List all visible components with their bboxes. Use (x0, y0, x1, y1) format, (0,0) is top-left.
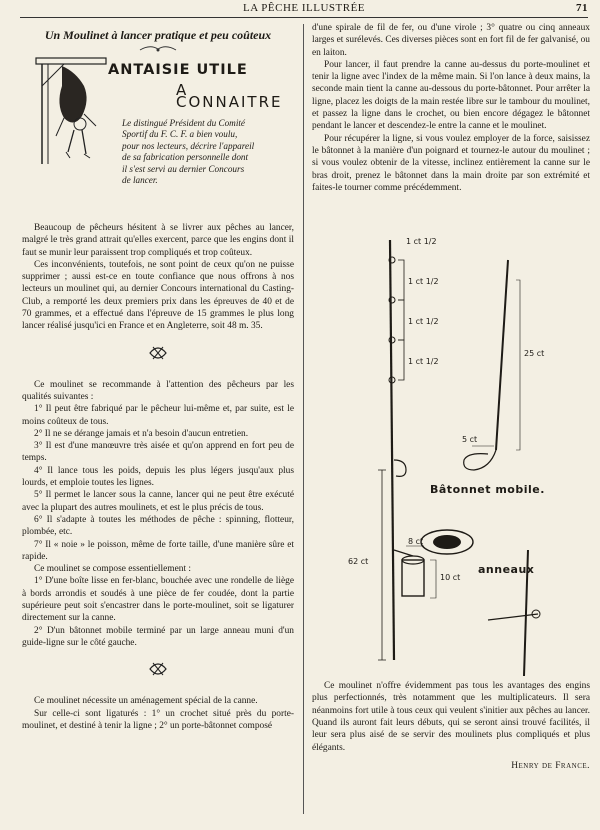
left-column (22, 22, 294, 732)
list-item: 6° Il s'adapte à toutes les méthodes de pêche : spinning, flotteur, plombée, etc. (22, 514, 294, 538)
running-head (20, 2, 588, 16)
hanging-angler-illustration-icon (34, 56, 108, 166)
list-item: 2° Il ne se dérange jamais et n'a besoin d'aucun entretien. (34, 428, 249, 439)
dimension-label: 1 ct 1/2 (406, 237, 437, 247)
batonnet-label: Bâtonnet mobile. (430, 483, 545, 497)
page-number: 71 (576, 2, 588, 14)
intro-line: Le distingué Président du Comité (122, 118, 245, 128)
title-ornament-icon (138, 44, 178, 54)
dimension-label: 8 ct (408, 537, 424, 547)
intro-line: il s'est servi au dernier Concours (122, 163, 245, 174)
decorative-heading-block (22, 56, 294, 222)
fancy-heading-line-2: A CONNAITRE (176, 81, 283, 112)
list-item: 7° Il « noie » le poisson, même de forte taille, d'une manière sûre et rapide. (22, 539, 294, 562)
list-item: 1° D'une boîte lisse en fer-blanc, bouchée avec une rondelle de liège à bords arrondis et soudés à une pièce de fer coudée, dont la partie supérieure peut soit s'encastrer dans le porte-moulinet, soit se ligaturer directement sur la canne. (22, 576, 294, 624)
article-title: Un Moulinet à lancer pratique et peu coûteux (44, 28, 272, 42)
body-paragraph: Pour récupérer la ligne, si vous voulez employer de la force, saisissez le bâtonnet à la manière d'un poignard et tournez-le autour du moulinet ; si vous voulez obtenir de la vitesse, inclinez entièrement la canne sur le bras droit, prenez le bâtonnet dans la main droite par son extrémité et faites-le tourner comme précédemment. (312, 133, 590, 193)
intro-line: de lancer. (122, 175, 158, 186)
rod-and-reel-drawing-icon (312, 220, 590, 680)
body-paragraph: Ce moulinet n'offre évidemment pas tous les avantages des engins plus perfectionnés, très notamment que les multiplicateurs. Il sera néanmoins fort utile à tous ceux qui veulent s'initier aux pêches au lancer. Quand ils auront fait leurs débuts, qui se seront ainsi trouvé facilités, il leur sera plus aisé de se servir des moulinets plus compliqués et plus élégants. (312, 681, 590, 753)
body-paragraph: Ce moulinet se recommande à l'attention des pêcheurs par les qualités suivantes : (22, 379, 294, 402)
body-paragraph: Ces inconvénients, toutefois, ne sont point de ceux qu'on ne puisse supprimer ; aussi est-ce en toute confiance que nous offrons à nos lecteurs un moulinet qui, au dernier Concours international du Casting-Club, a remporté les deux premiers prix dans les épreuves de 40 et de 70 grammes, et a effectué dans l'épreuve de 15 grammes le plus long lancer réalisé jusqu'ici en France et en Angleterre, soit 48 m. 35. (22, 259, 294, 332)
fleuron-ornament (22, 343, 294, 365)
body-paragraph: Ce moulinet nécessite un aménagement spécial de la canne. (34, 696, 258, 707)
body-paragraph: d'une spirale de fil de fer, ou d'une virole ; 3° quatre ou cinq anneaux larges et surélevés. Ces diverses pièces sont en fort fil de fer galvanisé, ou en laiton. (312, 23, 590, 58)
fleuron-icon (147, 343, 169, 363)
dimension-label: 1 ct 1/2 (408, 357, 439, 367)
list-item: 3° Il est d'une manœuvre très aisée et qu'on apprend en fort peu de temps. (22, 441, 294, 464)
body-paragraph: Pour lancer, il faut prendre la canne au-dessus du porte-moulinet et tenir la ligne avec l'index de la même main. Si l'on lance à deux mains, la seconde main tient la canne au-dessous du porte-bâtonnet. Pour arrêter la ligne, placez les doigts de la main restée libre sur le tambour du moulinet, et passez la ligne dans le crochet, ou bien encore dégagez le bâtonnet pendant le lancer et descendez-le entre la canne et le moulinet. (312, 59, 590, 132)
dimension-label: 1 ct 1/2 (408, 277, 439, 287)
list-item: 5° Il permet le lancer sous la canne, lancer qui ne peut être exécuté avec la plupart des autres moulinets, et est le plus précis de tous. (22, 490, 294, 513)
dimension-label: 5 ct (462, 435, 478, 445)
right-column (312, 22, 590, 772)
dimension-label: 1 ct 1/2 (408, 317, 439, 327)
header-rule (20, 17, 588, 18)
anneaux-label: anneaux (478, 563, 535, 577)
list-item: 2° D'un bâtonnet mobile terminé par un large anneau muni d'un guide-ligne sur le côté gauche. (22, 625, 294, 648)
fleuron-ornament (22, 659, 294, 681)
reel-diagram (312, 220, 590, 680)
body-paragraph: Sur celle-ci sont ligaturés : 1° un crochet situé près du porte-moulinet, et destiné à tenir la ligne ; 2° un porte-bâtonnet composé (22, 708, 294, 731)
dimension-label: 25 ct (524, 349, 545, 359)
intro-line: pour nos lecteurs, décrire l'appareil (122, 140, 255, 151)
body-paragraph: Ce moulinet se compose essentiellement : (34, 564, 191, 575)
dimension-label: 10 ct (440, 573, 461, 583)
intro-line: de sa fabrication personnelle dont (122, 152, 249, 163)
fleuron-icon (147, 659, 169, 679)
editor-introduction (122, 118, 292, 186)
body-paragraph: Beaucoup de pêcheurs hésitent à se livrer aux pêches au lancer, malgré le très grand attrait qu'elles exercent, parce que les engins dont il faut se munir leur paraissent trop compliqués et trop coûteux. (22, 223, 294, 258)
fancy-heading-line-1: ANTAISIE UTILE (108, 62, 248, 78)
list-item: 4° Il lance tous les poids, depuis les plus légers jusqu'aux plus lourds, et emploie toutes les lignes. (22, 465, 294, 489)
column-divider (303, 24, 304, 814)
list-item: 1° Il peut être fabriqué par le pêcheur lui-même et, par suite, est le moins coûteux de tous. (22, 404, 294, 427)
intro-line: Sportif du F. C. F. a bien voulu, (122, 129, 238, 140)
author-signature: Henry de France. (511, 760, 590, 771)
dimension-label: 62 ct (348, 557, 369, 567)
running-title: LA PÊCHE ILLUSTRÉE (242, 2, 366, 14)
